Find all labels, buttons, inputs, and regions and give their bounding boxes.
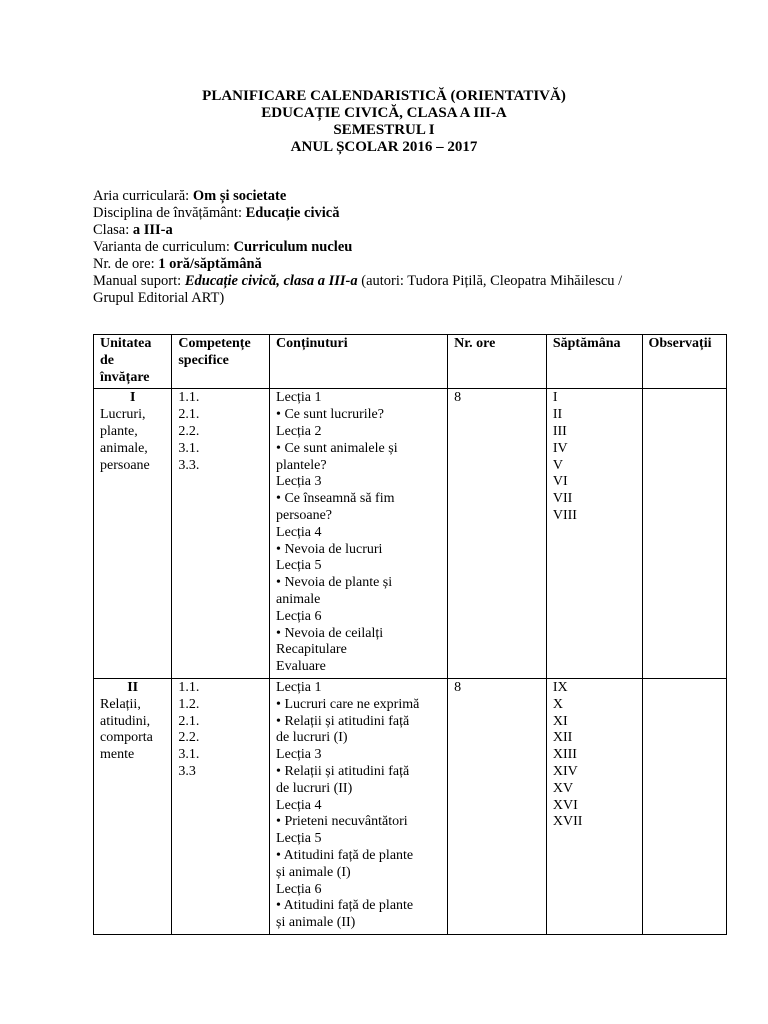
competenta: 1.1.	[178, 390, 200, 406]
continut-line: și animale (I)	[276, 864, 351, 880]
table-row	[94, 389, 727, 679]
saptamana: X	[552, 696, 563, 712]
competenta: 2.2.	[178, 730, 200, 746]
meta-varianta-label: Varianta de curriculum:	[93, 239, 230, 255]
document-metadata	[93, 188, 713, 307]
continuturi-cell	[270, 678, 448, 934]
continuturi-cell	[270, 389, 448, 679]
unit-title-line: persoane	[100, 457, 150, 473]
saptamana-cell	[546, 678, 642, 934]
competenta: 3.3.	[178, 457, 200, 473]
unit-title-line: mente	[100, 747, 135, 763]
continut-line: • Lucruri care ne exprimă	[276, 696, 420, 712]
saptamana: IV	[552, 440, 568, 456]
meta-aria	[93, 188, 713, 205]
continut-line: • Relații și atitudini față	[276, 763, 410, 779]
saptamana: XIV	[552, 763, 578, 779]
meta-aria-label: Aria curriculară:	[93, 188, 190, 204]
observatii-cell	[642, 678, 727, 934]
meta-aria-value: Om și societate	[192, 188, 287, 204]
continut-line: • Nevoia de plante și	[276, 575, 393, 591]
saptamana: V	[552, 457, 563, 473]
competente-cell	[172, 678, 270, 934]
competenta: 1.1.	[178, 679, 200, 695]
meta-disciplina	[93, 205, 713, 222]
saptamana-cell	[546, 389, 642, 679]
unit-title-line: comporta	[100, 730, 153, 746]
document-title	[0, 88, 768, 156]
saptamana: IX	[552, 679, 568, 695]
header-continuturi: Conținuturi	[270, 335, 448, 389]
table-header-row	[94, 335, 727, 389]
meta-clasa-value: a III-a	[132, 222, 173, 238]
saptamana: VII	[552, 491, 573, 507]
header-nr-ore: Nr. ore	[448, 335, 547, 389]
continut-line: Lecția 2	[276, 423, 322, 439]
continut-line: Lecția 4	[276, 524, 322, 540]
competenta: 3.1.	[178, 440, 200, 456]
continut-line: • Prieteni necuvântători	[276, 814, 408, 830]
title-line: ANUL ȘCOLAR 2016 – 2017	[290, 139, 478, 155]
competenta: 3.3	[178, 763, 196, 779]
header-unitatea: Unitatea de învățare	[94, 335, 172, 389]
continut-line: Lecția 4	[276, 797, 322, 813]
meta-disciplina-value: Educație civică	[245, 205, 340, 221]
meta-manual-label: Manual suport:	[93, 273, 182, 289]
meta-ore-value: 1 oră/săptămână	[158, 256, 262, 272]
competente-cell	[172, 389, 270, 679]
saptamana: XIII	[552, 747, 577, 763]
observatii-cell	[642, 389, 727, 679]
competenta: 2.1.	[178, 713, 200, 729]
saptamana: XVI	[552, 797, 578, 813]
competenta: 2.1.	[178, 407, 200, 423]
meta-varianta	[93, 239, 713, 256]
title-line: PLANIFICARE CALENDARISTICĂ (ORIENTATIVĂ)	[202, 88, 566, 104]
header-saptamana: Săptămâna	[546, 335, 642, 389]
meta-clasa-label: Clasa:	[93, 222, 130, 238]
continut-line: Recapitulare	[276, 642, 347, 658]
saptamana: I	[552, 390, 558, 406]
meta-manual-authors: (autori: Tudora Pițilă, Cleopatra Mihăilescu /	[361, 273, 623, 289]
continut-line: animale	[276, 591, 321, 607]
continut-line: Evaluare	[276, 659, 326, 675]
saptamana: VI	[552, 474, 568, 490]
meta-manual	[93, 273, 713, 290]
competenta: 1.2.	[178, 696, 200, 712]
saptamana: XI	[552, 713, 568, 729]
continut-line: • Atitudini față de plante	[276, 847, 414, 863]
unit-number: II	[127, 679, 139, 695]
meta-varianta-value: Curriculum nucleu	[233, 239, 353, 255]
continut-line: • Atitudini față de plante	[276, 898, 414, 914]
continut-line: Lecția 6	[276, 608, 322, 624]
continut-line: Lecția 5	[276, 558, 322, 574]
continut-line: • Nevoia de lucruri	[276, 541, 383, 557]
meta-clasa	[93, 222, 713, 239]
unit-title-line: Relații,	[100, 696, 141, 712]
continut-line: • Relații și atitudini față	[276, 713, 410, 729]
nr-ore-cell: 8	[448, 389, 547, 679]
unit-number: I	[129, 390, 136, 406]
continut-line: Lecția 5	[276, 831, 322, 847]
meta-manual-value: Educație civică, clasa a III-a	[184, 273, 358, 289]
continut-line: de lucruri (I)	[276, 730, 348, 746]
saptamana: VIII	[552, 507, 577, 523]
meta-disciplina-label: Disciplina de învățământ:	[93, 205, 242, 221]
unit-title-line: Lucruri,	[100, 407, 146, 423]
continut-line: • Ce sunt animalele și	[276, 440, 398, 456]
saptamana: XV	[552, 780, 574, 796]
continut-line: • Ce înseamnă să fim	[276, 491, 395, 507]
saptamana: II	[552, 407, 563, 423]
continut-line: persoane?	[276, 507, 333, 523]
title-line: SEMESTRUL I	[333, 122, 435, 138]
planning-table	[93, 334, 727, 935]
header-competente: Competențe specifice	[172, 335, 270, 389]
continut-line: Lecția 3	[276, 474, 322, 490]
meta-manual-publisher: Grupul Editorial ART)	[93, 290, 225, 306]
competenta: 2.2.	[178, 423, 200, 439]
continut-line: plantele?	[276, 457, 327, 473]
table-row	[94, 678, 727, 934]
saptamana: XVII	[552, 814, 583, 830]
title-line: EDUCAȚIE CIVICĂ, CLASA A III-A	[261, 105, 507, 121]
unit-cell	[94, 389, 172, 679]
saptamana: XII	[552, 730, 573, 746]
meta-ore	[93, 256, 713, 273]
continut-line: • Ce sunt lucrurile?	[276, 407, 384, 423]
nr-ore-cell: 8	[448, 678, 547, 934]
continut-line: Lecția 6	[276, 881, 322, 897]
continut-line: de lucruri (II)	[276, 780, 353, 796]
continut-line: și animale (II)	[276, 915, 356, 931]
continut-line: Lecția 1	[276, 679, 322, 695]
continut-line: • Nevoia de ceilalți	[276, 625, 384, 641]
continut-line: Lecția 1	[276, 390, 322, 406]
unit-cell	[94, 678, 172, 934]
meta-ore-label: Nr. de ore:	[93, 256, 155, 272]
unit-title-line: animale,	[100, 440, 148, 456]
saptamana: III	[552, 423, 567, 439]
unit-title-line: atitudini,	[100, 713, 151, 729]
unit-title-line: plante,	[100, 423, 138, 439]
continut-line: Lecția 3	[276, 747, 322, 763]
competenta: 3.1.	[178, 747, 200, 763]
header-observatii: Observații	[642, 335, 727, 389]
